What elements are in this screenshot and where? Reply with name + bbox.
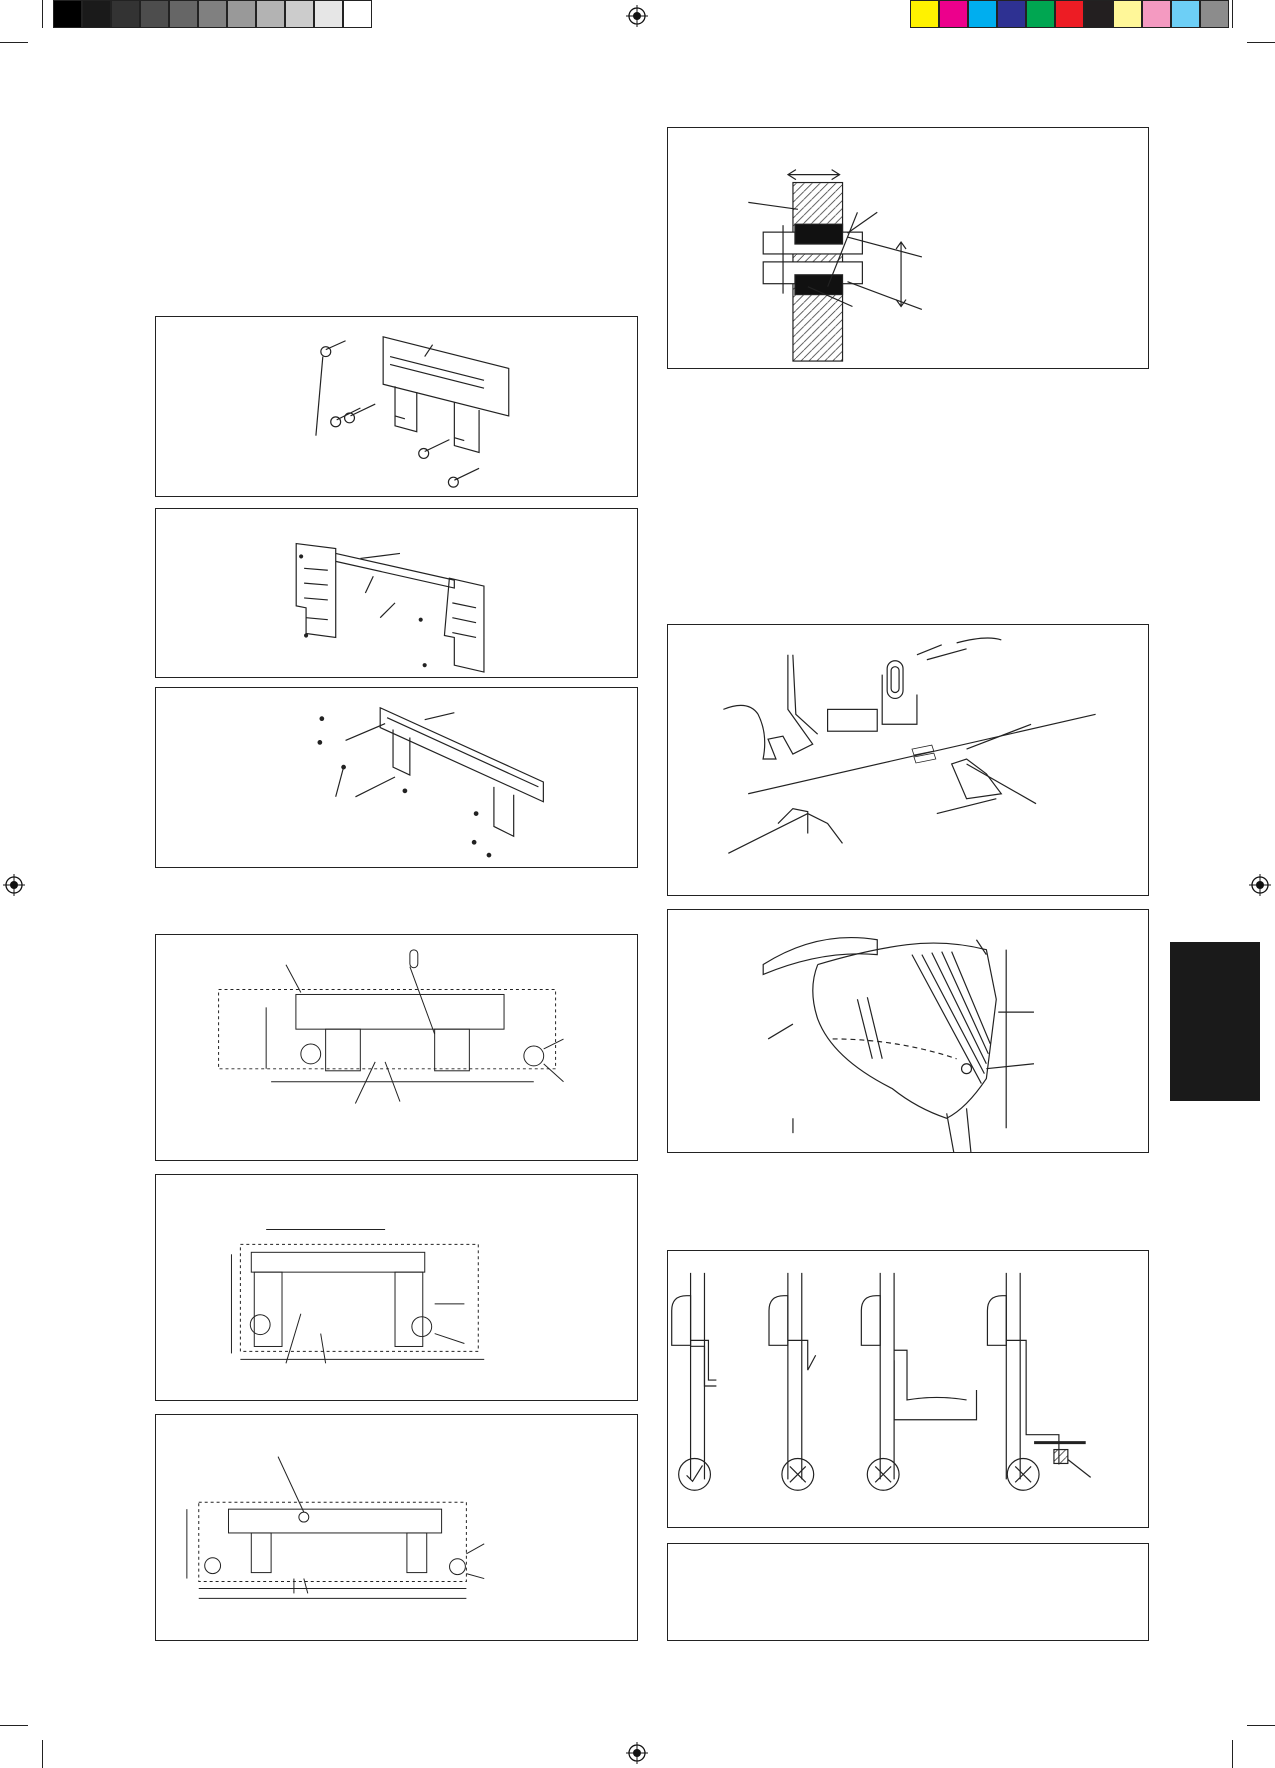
gray-swatch — [343, 0, 372, 28]
gray-swatch — [111, 0, 140, 28]
figure-wall-sleeve — [667, 127, 1149, 369]
gray-swatch — [53, 0, 82, 28]
section-side-tab — [1170, 942, 1260, 1101]
bracket-long-icon — [156, 688, 637, 867]
figure-unit-side — [667, 909, 1149, 1153]
light-cyan-swatch — [1171, 0, 1200, 28]
red-swatch — [1055, 0, 1084, 28]
template-small-icon — [156, 935, 637, 1160]
gray-swatch — [198, 0, 227, 28]
gray-swatch — [169, 0, 198, 28]
hook-detail-icon — [668, 625, 1148, 895]
figure-drain-examples — [667, 1250, 1149, 1528]
registration-mark-icon — [626, 5, 648, 27]
crop-mark — [1247, 42, 1275, 43]
check-mark-icon — [679, 1458, 711, 1490]
figure-bracket-screws — [155, 316, 638, 497]
figure-template-large — [155, 1414, 638, 1641]
black-swatch — [1084, 0, 1113, 28]
template-medium-icon — [156, 1175, 637, 1400]
wall-sleeve-icon — [668, 128, 1148, 368]
crop-mark — [42, 1740, 43, 1768]
pink-swatch — [1142, 0, 1171, 28]
crop-mark — [1247, 1725, 1275, 1726]
crop-mark — [0, 42, 28, 43]
drain-examples-icon — [668, 1251, 1148, 1527]
unit-side-icon — [668, 910, 1148, 1152]
blue-swatch — [997, 0, 1026, 28]
figure-bracket-long — [155, 687, 638, 868]
gray-swatch — [227, 0, 256, 28]
crop-mark — [1232, 0, 1233, 28]
gray-swatch — [1200, 0, 1229, 28]
note-box — [667, 1543, 1149, 1641]
crop-mark — [42, 0, 43, 28]
yellow-swatch — [910, 0, 939, 28]
registration-mark-icon — [1249, 874, 1271, 896]
figure-hook-detail — [667, 624, 1149, 896]
crop-mark — [0, 1725, 28, 1726]
bracket-frame-icon — [156, 509, 637, 677]
gray-swatch — [314, 0, 343, 28]
crop-mark — [1232, 1740, 1233, 1768]
gray-swatch — [285, 0, 314, 28]
figure-template-medium — [155, 1174, 638, 1401]
cyan-swatch — [968, 0, 997, 28]
figure-bracket-frame — [155, 508, 638, 678]
gray-swatch — [140, 0, 169, 28]
gray-swatch — [82, 0, 111, 28]
registration-mark-icon — [3, 874, 25, 896]
gray-swatch — [256, 0, 285, 28]
green-swatch — [1026, 0, 1055, 28]
bracket-screw-icon — [156, 317, 637, 496]
template-large-icon — [156, 1415, 637, 1640]
magenta-swatch — [939, 0, 968, 28]
registration-mark-icon — [626, 1742, 648, 1764]
light-yellow-swatch — [1113, 0, 1142, 28]
figure-template-small — [155, 934, 638, 1161]
